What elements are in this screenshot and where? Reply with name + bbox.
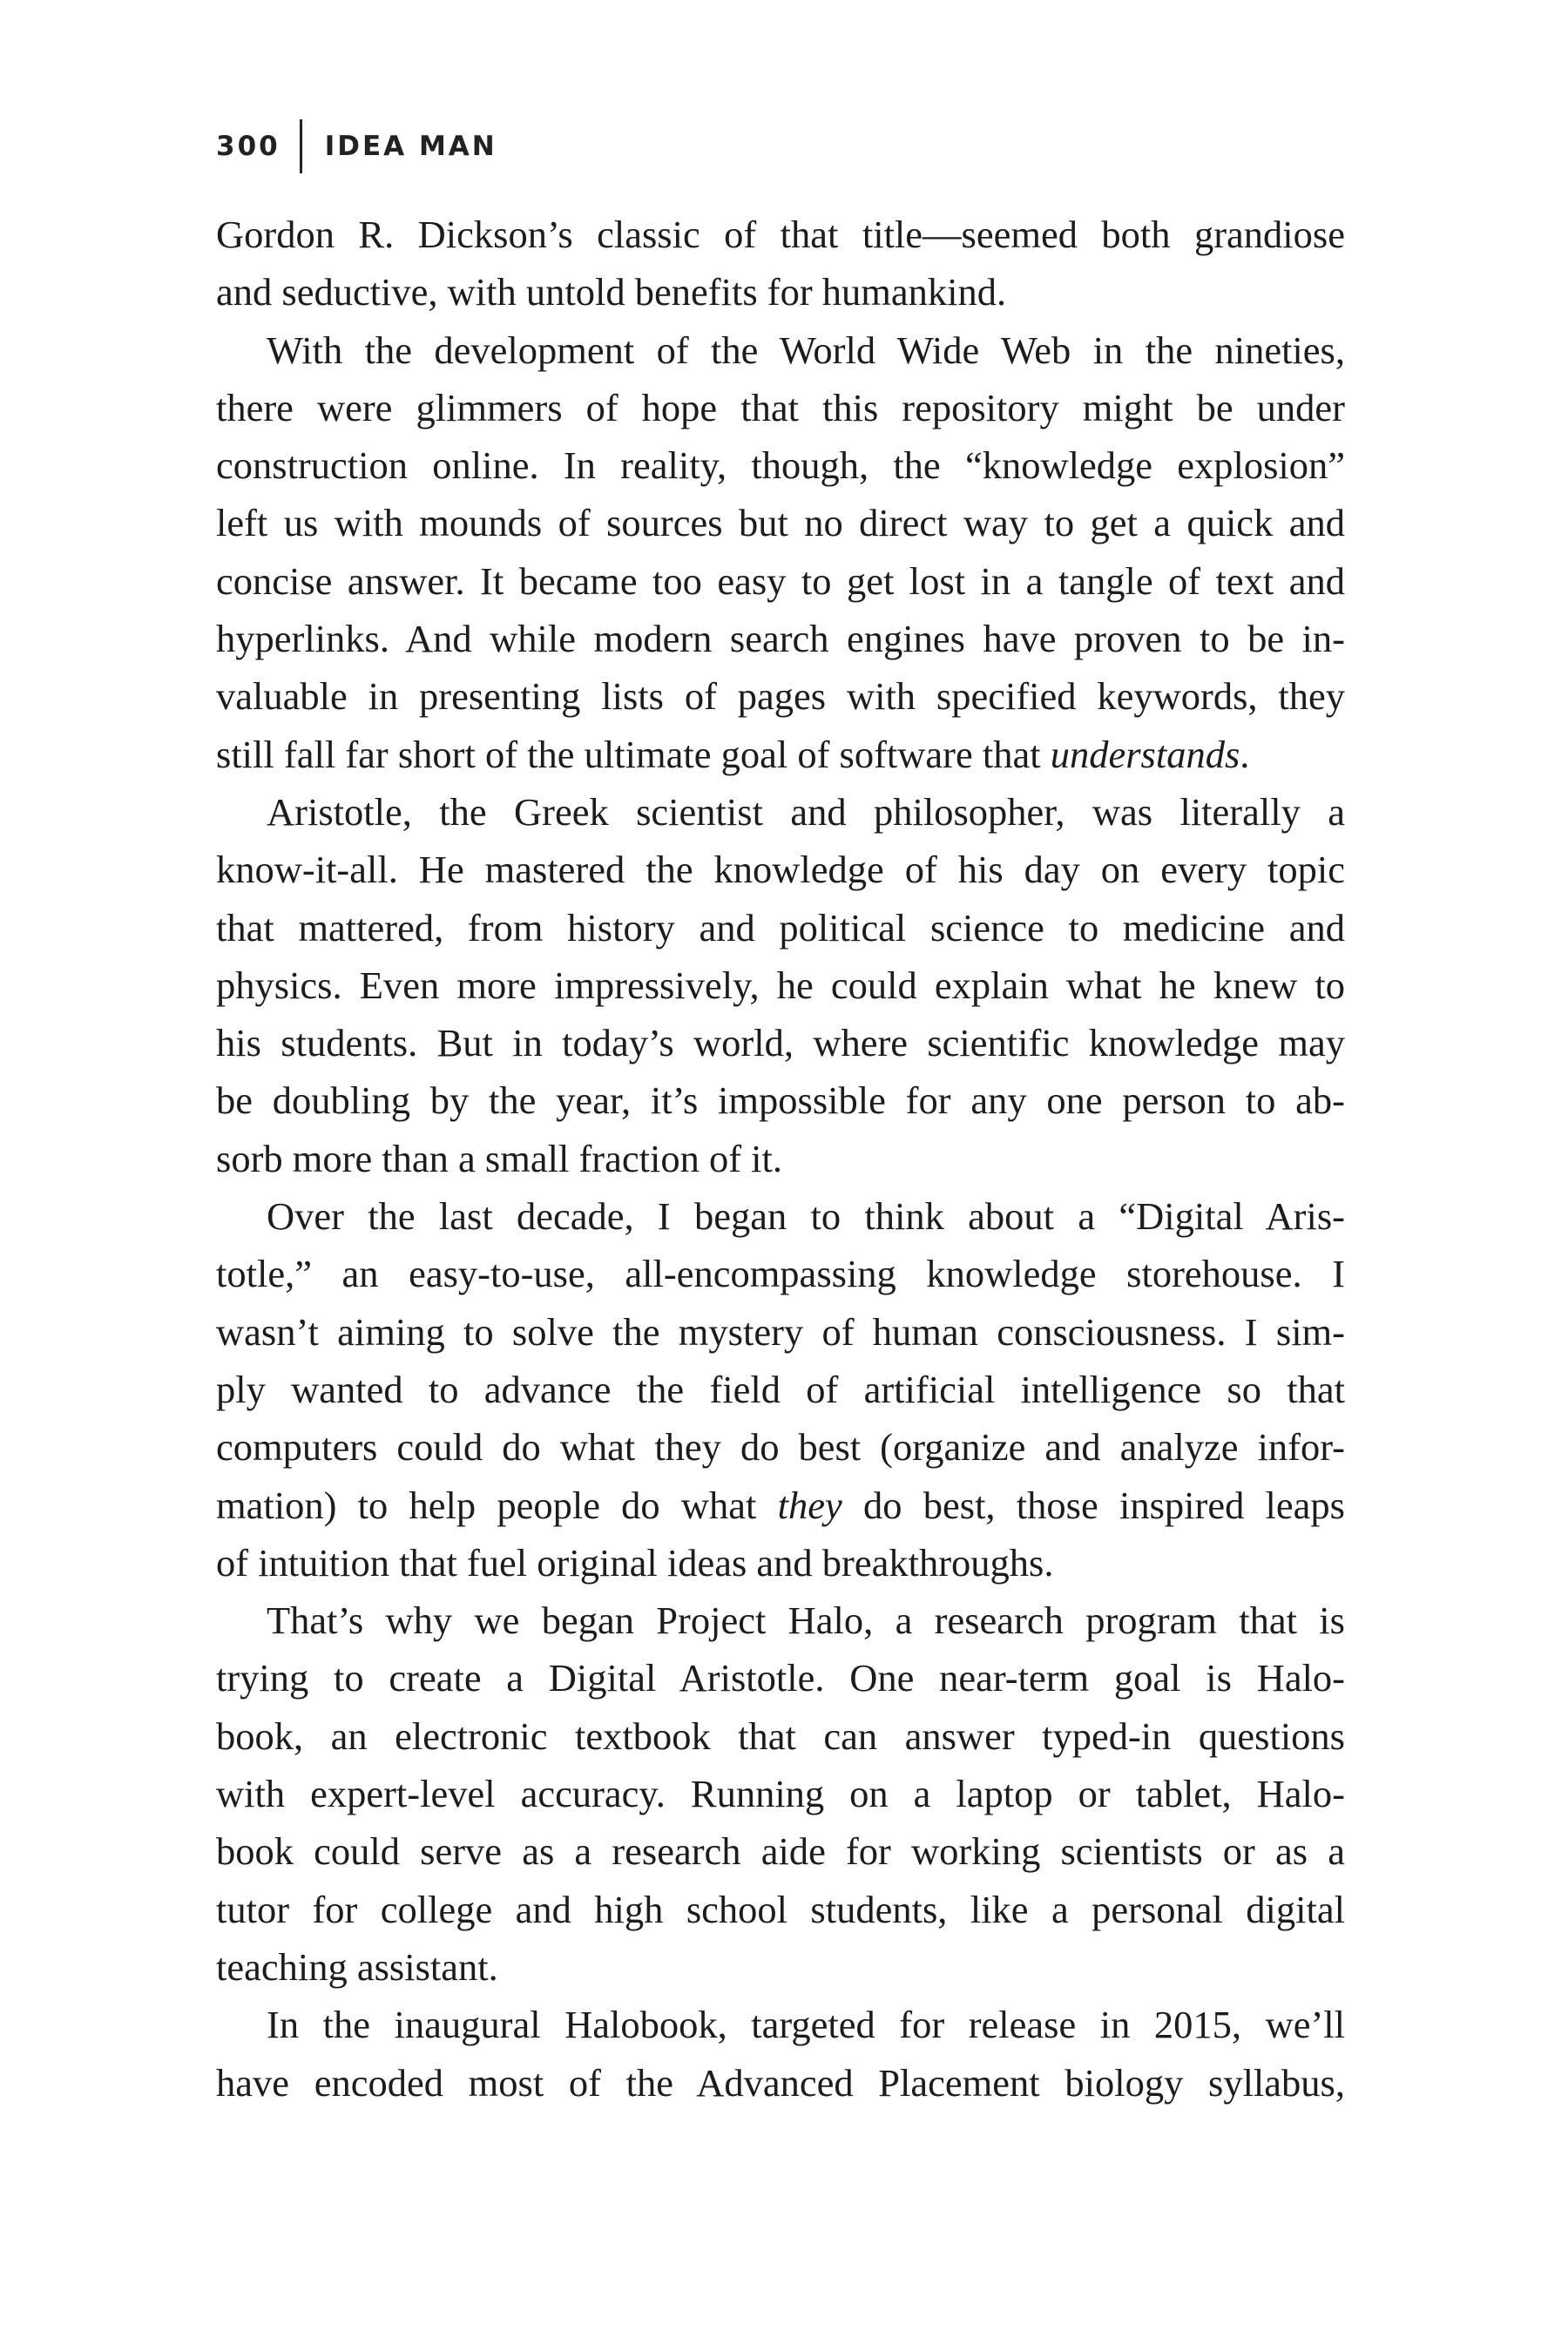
running-head [216,125,497,167]
text-line: Gordon R. Dickson’s classic of that title—seemed both grandiose [216,213,1345,256]
text-line: there were glimmers of hope that this repository might be under [216,385,1345,429]
text-line: know-it-all. He mastered the knowledge of his day on every topic [216,848,1345,892]
text-line: hyperlinks. And while modern search engines have proven to be in- [216,617,1345,661]
text-line: That’s why we began Project Halo, a research program that is [267,1598,1345,1643]
text-line: be doubling by the year, it’s impossible for any one person to ab- [216,1078,1345,1123]
text-line: still fall far short of the ultimate goal of software that understands. [216,732,1250,776]
text-line: of intuition that fuel original ideas and breakthroughs. [216,1540,1054,1585]
text-line: trying to create a Digital Aristotle. One near-term goal is Halo- [216,1656,1345,1700]
text-line: Over the last decade, I began to think about a “Digital Aris- [267,1194,1345,1239]
text-line: book could serve as a research aide for working scientists or as a [216,1829,1345,1874]
book-title: IDEA MAN [324,131,497,162]
text-line: sorb more than a small fraction of it. [216,1136,783,1180]
text-line: valuable in presenting lists of pages with specified keywords, they [216,674,1345,719]
text-line: mation) to help people do what they do best, those inspired leaps [216,1483,1345,1527]
text-line: computers could do what they do best (organize and analyze infor- [216,1425,1345,1470]
text-line: concise answer. It became too easy to get lost in a tangle of text and [216,558,1345,603]
text-line: construction online. In reality, though, the “knowledge explosion” [216,443,1345,488]
text-line: have encoded most of the Advanced Placement biology syllabus, [216,2060,1345,2105]
text-line: teaching assistant. [216,1944,498,1989]
text-line: book, an electronic textbook that can answer typed-in questions [216,1713,1345,1758]
text-line: ply wanted to advance the field of artificial intelligence so that [216,1367,1345,1411]
text-line: his students. But in today’s world, where scientific knowledge may [216,1021,1345,1065]
italic-word: they [777,1483,842,1527]
text-line: and seductive, with untold benefits for humankind. [216,270,1007,314]
text-line: tutor for college and high school students, like a personal digital [216,1887,1345,1931]
text-line: With the development of the World Wide Web in the nineties, [267,328,1345,372]
body-text [216,206,1345,2112]
text-line: that mattered, from history and political science to medicine and [216,905,1345,950]
italic-word: understands [1050,732,1240,776]
page-number: 300 [216,131,280,162]
header-divider [300,119,302,173]
text-line: In the inaugural Halobook, targeted for release in 2015, we’ll [267,2003,1345,2047]
text-line: wasn’t aiming to solve the mystery of human consciousness. I sim- [216,1309,1345,1354]
text-line: totle,” an easy-to-use, all-encompassing knowledge storehouse. I [216,1252,1345,1296]
text-line: Aristotle, the Greek scientist and philosopher, was literally a [267,789,1345,834]
text-line: physics. Even more impressively, he could explain what he knew to [216,963,1345,1007]
text-line: with expert-level accuracy. Running on a laptop or tablet, Halo- [216,1772,1345,1816]
text-line: left us with mounds of sources but no direct way to get a quick and [216,501,1345,545]
